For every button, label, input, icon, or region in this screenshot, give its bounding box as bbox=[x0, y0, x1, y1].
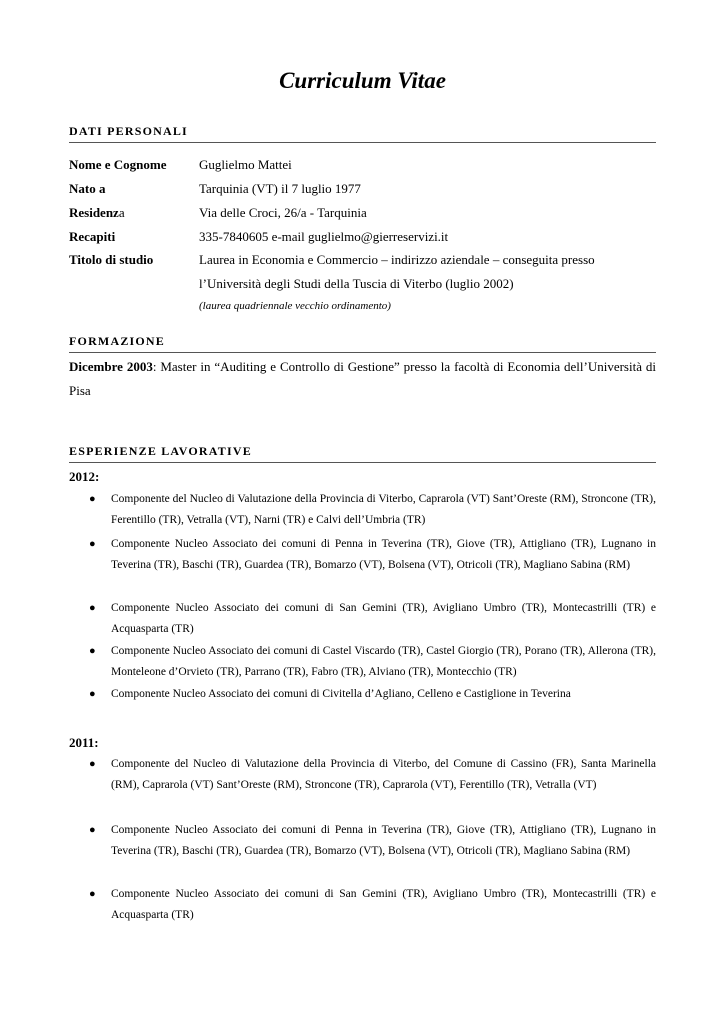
degree-value-line1: Laurea in Economia e Commercio – indirizzo aziendale – conseguita presso bbox=[199, 252, 595, 267]
degree-value-line2: l’Università degli Studi della Tuscia di Viterbo (luglio 2002) bbox=[199, 276, 514, 291]
bullet-icon: ● bbox=[89, 888, 96, 900]
list-item: ● Componente Nucleo Associato dei comuni di Penna in Teverina (TR), Giove (TR), Attigliano (TR), Lugnano in Teverina (TR), Baschi (TR), Guardea (TR), Bomarzo (VT), Bolsena (VT), Otricoli (TR), Magliano Sabina (RM) bbox=[69, 534, 656, 576]
residence-label-bold: Residenz bbox=[69, 205, 119, 220]
list-item: ● Componente Nucleo Associato dei comuni di Penna in Teverina (TR), Giove (TR), Attigliano (TR), Lugnano in Teverina (TR), Baschi (TR), Guardea (TR), Bomarzo (VT), Bolsena (VT), Otricoli (TR), Magliano Sabina (RM) bbox=[69, 820, 656, 862]
bullet-icon: ● bbox=[89, 645, 96, 657]
bullet-icon: ● bbox=[89, 602, 96, 614]
section-heading-experience: ESPERIENZE LAVORATIVE bbox=[69, 444, 656, 463]
section-heading-training: FORMAZIONE bbox=[69, 334, 656, 353]
list-item: ● Componente Nucleo Associato dei comuni di San Gemini (TR), Avigliano Umbro (TR), Montecastrilli (TR) e Acquasparta (TR) bbox=[69, 598, 656, 640]
contacts-value: 335-7840605 e-mail guglielmo@gierreservizi.it bbox=[199, 229, 449, 244]
section-heading-personal: DATI PERSONALI bbox=[69, 124, 656, 143]
bullet-icon: ● bbox=[89, 688, 96, 700]
bullet-icon: ● bbox=[89, 824, 96, 836]
list-item: ● Componente del Nucleo di Valutazione della Provincia di Viterbo, del Comune di Cassino (FR), Santa Marinella (RM), Caprarola (VT) Sant’Oreste (RM), Stroncone (TR), Caprarola (VT), Ferentillo (TR), Vetralla (VT) bbox=[69, 754, 656, 796]
birth-value: Tarquinia (VT) il 7 luglio 1977 bbox=[199, 181, 361, 196]
residence-label bbox=[69, 205, 197, 221]
name-label: Nome e Cognome bbox=[69, 157, 167, 172]
page-title: Curriculum Vitae bbox=[279, 68, 446, 93]
degree-label: Titolo di studio bbox=[69, 252, 154, 267]
list-item: ● Componente del Nucleo di Valutazione della Provincia di Viterbo, Caprarola (VT) Sant’Oreste (RM), Stroncone (TR), Ferentillo (TR), Vetralla (VT), Narni (TR) e Calvi dell’Umbria (TR) bbox=[69, 489, 656, 531]
year-heading-2011: 2011: bbox=[69, 735, 99, 750]
birth-label: Nato a bbox=[69, 181, 106, 196]
training-text: : Master in “Auditing e Controllo di Gestione” presso la facoltà di Economia dell’Università di Pisa bbox=[69, 359, 656, 398]
bullet-icon: ● bbox=[89, 493, 96, 505]
training-date: Dicembre 2003 bbox=[69, 359, 153, 374]
residence-label-rest: a bbox=[118, 205, 125, 220]
list-item: ● Componente Nucleo Associato dei comuni di San Gemini (TR), Avigliano Umbro (TR), Montecastrilli (TR) e Acquasparta (TR) bbox=[69, 884, 656, 926]
list-item: ● Componente Nucleo Associato dei comuni di Civitella d’Agliano, Celleno e Castiglione in Teverina bbox=[69, 684, 656, 705]
list-item: ● Componente Nucleo Associato dei comuni di Castel Viscardo (TR), Castel Giorgio (TR), Porano (TR), Allerona (TR), Monteleone d’Orvieto (TR), Parrano (TR), Fabro (TR), Alviano (TR), Montecchio (TR) bbox=[69, 641, 656, 683]
year-heading-2012: 2012: bbox=[69, 469, 100, 484]
bullet-icon: ● bbox=[89, 758, 96, 770]
degree-note: (laurea quadriennale vecchio ordinamento) bbox=[199, 300, 391, 312]
name-value: Guglielmo Mattei bbox=[199, 157, 292, 172]
training-paragraph bbox=[69, 355, 656, 403]
bullet-icon: ● bbox=[89, 538, 96, 550]
contacts-label: Recapiti bbox=[69, 229, 116, 244]
residence-value: Via delle Croci, 26/a - Tarquinia bbox=[199, 205, 367, 220]
